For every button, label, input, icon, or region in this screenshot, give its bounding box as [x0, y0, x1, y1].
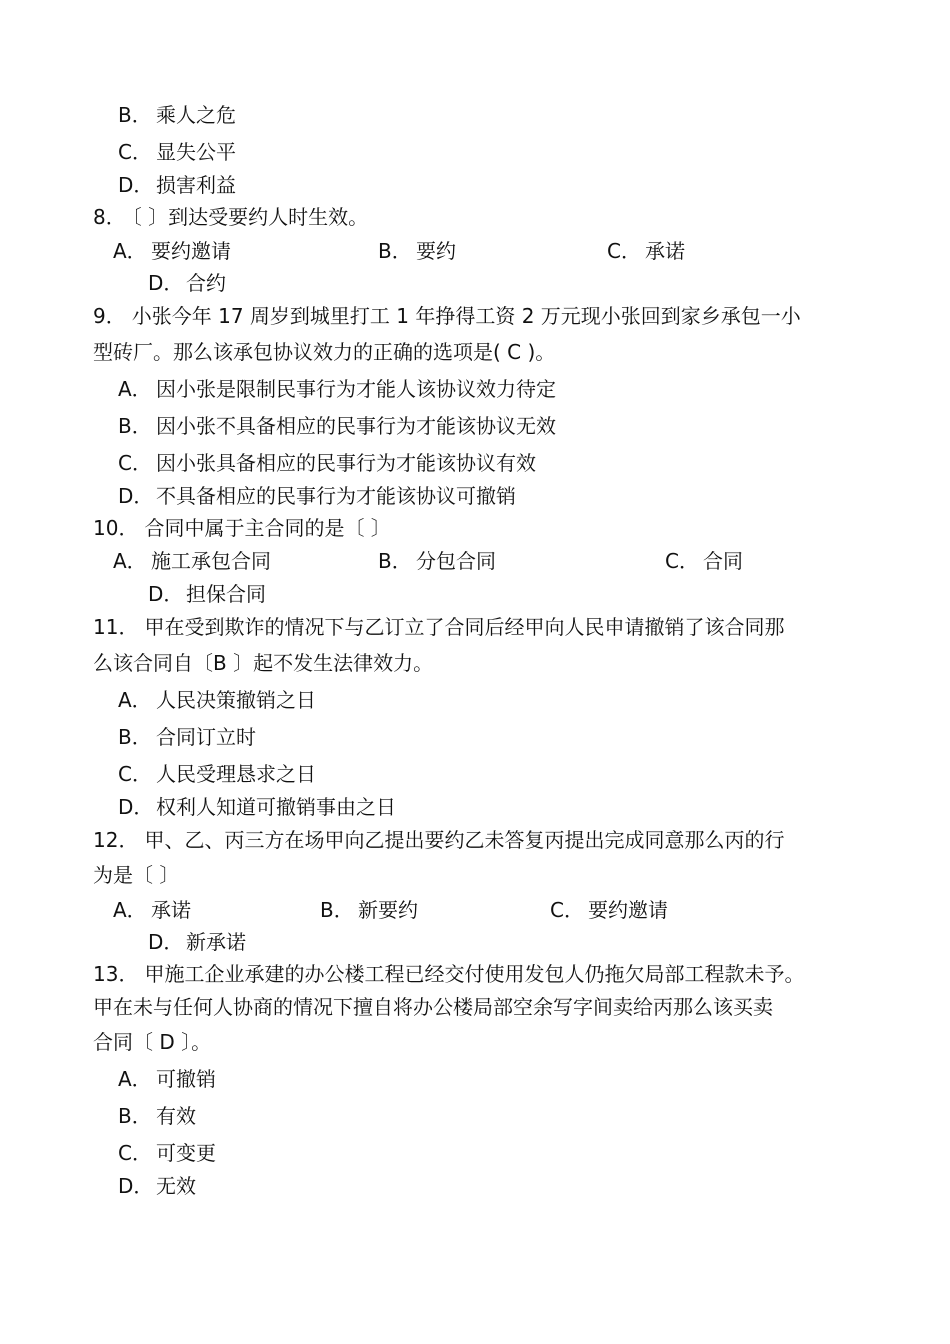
question-stem: 合同中属于主合同的是〔 〕: [144, 516, 391, 540]
option-text: 有效: [156, 1104, 196, 1128]
option-text: 可撤销: [156, 1067, 216, 1091]
option-label: C．: [118, 762, 152, 786]
q13-stem-line2: [93, 993, 773, 1021]
question-stem: 〔 〕到达受要约人时生效。: [131, 205, 369, 229]
option-label: B．: [320, 898, 354, 922]
q9-stem-line2: [93, 338, 555, 366]
option-label: B．: [378, 549, 412, 573]
option-text: 施工承包合同: [151, 549, 271, 573]
option-text: 承诺: [645, 239, 685, 263]
option-label: A．: [118, 688, 152, 712]
q9-option-c: [118, 449, 536, 477]
option-label: D．: [148, 930, 184, 954]
question-stem: 型砖厂。那么该承包协议效力的正确的选项是( C )。: [93, 340, 556, 364]
option-label: C．: [118, 140, 152, 164]
option-label: D．: [118, 795, 154, 819]
option-label: D．: [148, 271, 184, 295]
option-label: A．: [113, 898, 147, 922]
question-number: 13．: [93, 962, 139, 986]
q9-option-a: [118, 375, 556, 403]
q13-stem-line3: [93, 1028, 211, 1056]
q7-option-d: [118, 171, 236, 199]
option-label: A．: [118, 1067, 152, 1091]
option-label: C．: [607, 239, 641, 263]
q13-option-a: [118, 1065, 216, 1093]
option-text: 因小张是限制民事行为才能人该协议效力待定: [156, 377, 556, 401]
option-label: A．: [118, 377, 152, 401]
option-text: 乘人之危: [156, 103, 236, 127]
option-text: 合约: [186, 271, 226, 295]
question-stem: 么该合同自〔B 〕起不发生法律效力。: [93, 651, 434, 675]
option-label: C．: [550, 898, 584, 922]
option-label: B．: [118, 414, 152, 438]
option-text: 承诺: [151, 898, 191, 922]
q10-option-a: [113, 547, 271, 575]
q11-option-b: [118, 723, 256, 751]
option-label: A．: [113, 549, 147, 573]
option-label: B．: [378, 239, 412, 263]
q11-stem-line2: [93, 649, 433, 677]
option-text: 因小张具备相应的民事行为才能该协议有效: [156, 451, 536, 475]
option-text: 要约邀请: [588, 898, 668, 922]
q13-option-c: [118, 1139, 216, 1167]
option-label: B．: [118, 725, 152, 749]
option-label: B．: [118, 103, 152, 127]
question-stem: 甲在未与任何人协商的情况下擅自将办公楼局部空余写字间卖给丙那么该买卖: [93, 995, 773, 1019]
q11-option-d: [118, 793, 396, 821]
option-text: 可变更: [156, 1141, 216, 1165]
option-text: 因小张不具备相应的民事行为才能该协议无效: [156, 414, 556, 438]
option-text: 显失公平: [156, 140, 236, 164]
option-text: 无效: [156, 1174, 196, 1198]
q8-option-d: [148, 269, 226, 297]
question-number: 10．: [93, 516, 139, 540]
q12-option-a: [113, 896, 191, 924]
q8-option-a: [113, 237, 231, 265]
q13-option-b: [118, 1102, 196, 1130]
q10-option-b: [378, 547, 496, 575]
q8-option-c: [607, 237, 685, 265]
question-stem: 为是〔 〕: [93, 863, 180, 887]
question-stem: 合同〔 D 〕。: [93, 1030, 212, 1054]
option-text: 要约邀请: [151, 239, 231, 263]
option-label: D．: [118, 1174, 154, 1198]
q12-stem-line1: [93, 826, 784, 854]
q12-option-d: [148, 928, 246, 956]
q7-option-b: [118, 101, 236, 129]
option-text: 担保合同: [186, 582, 266, 606]
option-label: D．: [118, 484, 154, 508]
option-text: 损害利益: [156, 173, 236, 197]
option-text: 不具备相应的民事行为才能该协议可撤销: [156, 484, 516, 508]
option-text: 新承诺: [186, 930, 246, 954]
option-text: 权利人知道可撤销事由之日: [156, 795, 396, 819]
q11-option-c: [118, 760, 316, 788]
question-number: 8．: [93, 205, 126, 229]
q9-stem-line1: [93, 302, 801, 330]
q10-option-d: [148, 580, 266, 608]
option-label: C．: [118, 1141, 152, 1165]
q12-stem-line2: [93, 861, 179, 889]
option-text: 人民决策撤销之日: [156, 688, 316, 712]
q11-stem-line1: [93, 613, 784, 641]
q10-stem: [93, 514, 391, 542]
option-label: D．: [118, 173, 154, 197]
option-text: 要约: [416, 239, 456, 263]
question-stem: 甲在受到欺诈的情况下与乙订立了合同后经甲向人民申请撤销了该合同那: [144, 615, 785, 639]
q9-option-d: [118, 482, 516, 510]
option-label: C．: [118, 451, 152, 475]
question-number: 11．: [93, 615, 139, 639]
option-label: B．: [118, 1104, 152, 1128]
option-text: 分包合同: [416, 549, 496, 573]
q11-option-a: [118, 686, 316, 714]
q9-option-b: [118, 412, 556, 440]
option-label: D．: [148, 582, 184, 606]
q10-option-c: [665, 547, 743, 575]
q8-stem: [93, 203, 368, 231]
question-number: 12．: [93, 828, 139, 852]
q13-option-d: [118, 1172, 196, 1200]
q12-option-b: [320, 896, 418, 924]
option-text: 合同订立时: [156, 725, 256, 749]
q8-option-b: [378, 237, 456, 265]
option-text: 合同: [703, 549, 743, 573]
question-stem: 甲、乙、丙三方在场甲向乙提出要约乙未答复丙提出完成同意那么丙的行: [144, 828, 785, 852]
question-stem: 小张今年 17 周岁到城里打工 1 年挣得工资 2 万元现小张回到家乡承包一小: [131, 304, 801, 328]
q7-option-c: [118, 138, 236, 166]
option-label: C．: [665, 549, 699, 573]
option-label: A．: [113, 239, 147, 263]
question-stem: 甲施工企业承建的办公楼工程已经交付使用发包人仍拖欠局部工程款未予。: [144, 962, 805, 986]
option-text: 新要约: [358, 898, 418, 922]
option-text: 人民受理恳求之日: [156, 762, 316, 786]
q12-option-c: [550, 896, 668, 924]
question-number: 9．: [93, 304, 126, 328]
q13-stem-line1: [93, 960, 804, 988]
